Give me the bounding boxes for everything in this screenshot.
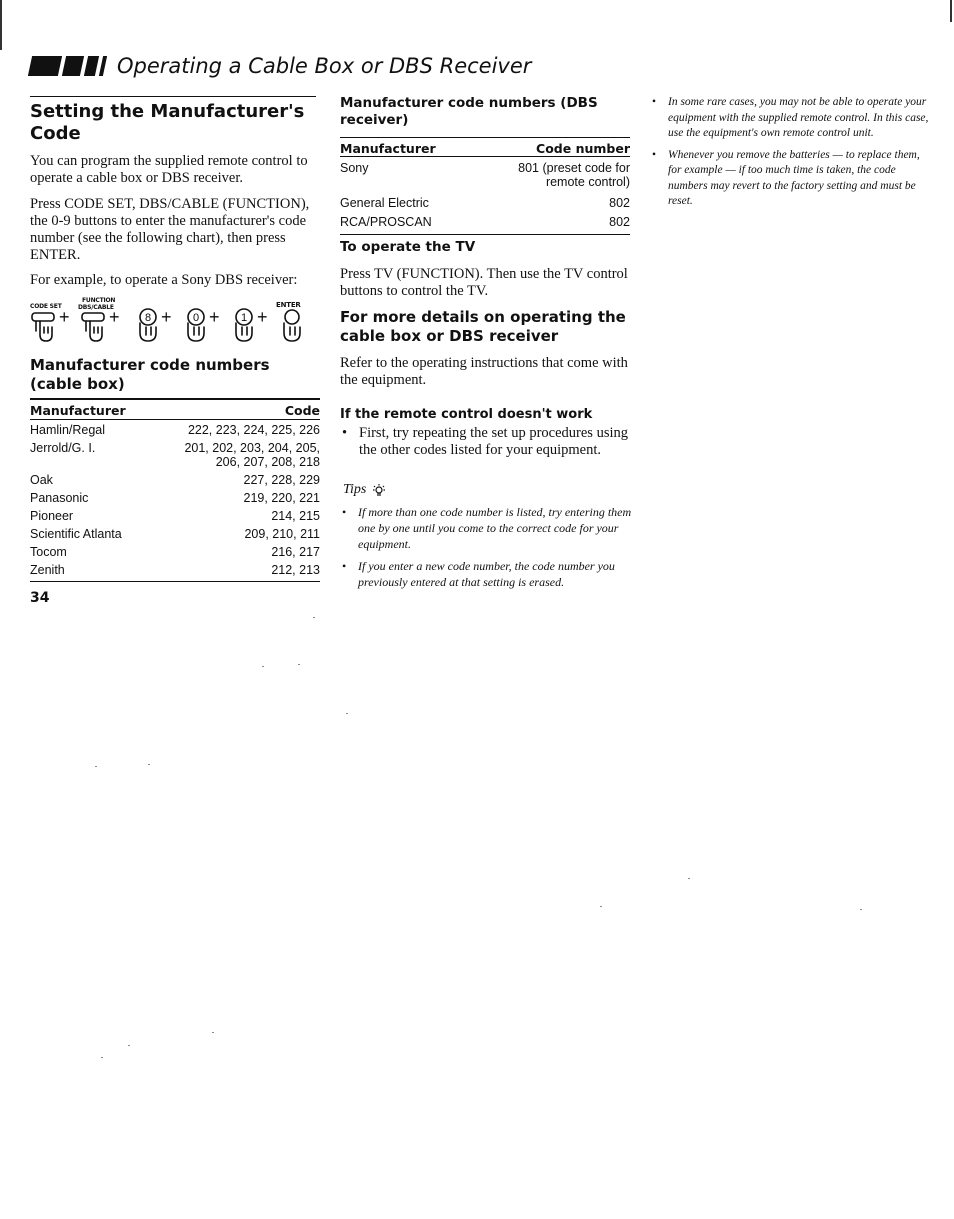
manufacturer-name: Oak xyxy=(30,473,53,487)
table-row xyxy=(340,215,630,229)
page-number: 34 xyxy=(30,590,50,606)
tips-list xyxy=(340,504,632,596)
tips-label-row xyxy=(343,482,386,498)
note-item: • Whenever you remove the batteries — to replace them, for example — if too much time is taken, the code numbers may revert to the factory setting and must be reset. xyxy=(650,148,932,210)
scan-speck xyxy=(95,766,97,767)
digit-8: 8 xyxy=(144,312,152,324)
digit-1: 1 xyxy=(240,312,248,324)
instructions-paragraph: Press CODE SET, DBS/CABLE (FUNCTION), the 0-9 buttons to enter the manufacturer's code number (see the following chart), then press ENTER. xyxy=(30,196,310,263)
scan-speck xyxy=(128,1045,130,1046)
manufacturer-name: RCA/PROSCAN xyxy=(340,215,432,229)
manufacturer-name: Jerrold/G. I. xyxy=(30,441,96,455)
scan-speck xyxy=(298,664,300,665)
trouble-item: • First, try repeating the set up procedures using the other codes listed for your equipment. xyxy=(340,425,630,459)
code-value: 212, 213 xyxy=(271,563,320,577)
table-row xyxy=(30,423,320,437)
title-bar-icon xyxy=(30,56,109,76)
lightbulb-icon xyxy=(372,483,386,497)
scan-speck xyxy=(688,878,690,879)
operate-tv-heading: To operate the TV xyxy=(340,239,476,255)
code-value: 201, 202, 203, 204, 205, 206, 207, 208, 218 xyxy=(184,441,320,469)
col-manufacturer: Manufacturer xyxy=(30,403,126,418)
tip-item: • If you enter a new code number, the code number you previously entered at that setting is erased. xyxy=(340,558,632,590)
code-value: 216, 217 xyxy=(271,545,320,559)
plus-sign: + xyxy=(209,307,220,327)
code-value: 219, 220, 221 xyxy=(243,491,320,505)
table-row xyxy=(340,196,630,210)
digit-0: 0 xyxy=(192,312,200,324)
scan-speck xyxy=(600,906,602,907)
remote-trouble-heading: If the remote control doesn't work xyxy=(340,407,593,422)
plus-sign: + xyxy=(257,307,268,327)
manufacturer-name: Zenith xyxy=(30,563,65,577)
note-item: • In some rare cases, you may not be able to operate your equipment with the supplied remote control. In this case, use the equipment's own remote control unit. xyxy=(650,95,932,142)
scan-speck xyxy=(262,666,264,667)
scan-speck xyxy=(860,909,862,910)
page-title: Operating a Cable Box or DBS Receiver xyxy=(117,54,532,78)
function-label: FUNCTION xyxy=(82,297,116,304)
code-value: 214, 215 xyxy=(271,509,320,523)
code-value: 802 xyxy=(609,215,630,229)
code-value: 222, 223, 224, 225, 226 xyxy=(187,423,320,437)
more-details-text: Refer to the operating instructions that come with the equipment. xyxy=(340,355,628,388)
tip-item: • If more than one code number is listed, try entering them one by one until you come to the correct code for your equipment. xyxy=(340,504,632,552)
intro-paragraph: You can program the supplied remote control to operate a cable box or DBS receiver. xyxy=(30,153,308,186)
col-manufacturer: Manufacturer xyxy=(340,141,436,156)
table-row xyxy=(30,441,320,469)
manufacturer-name: Pioneer xyxy=(30,509,74,523)
col-code-number: Code number xyxy=(536,141,630,156)
code-value: 209, 210, 211 xyxy=(244,527,320,541)
setting-code-heading: Setting the Manufacturer's Code xyxy=(30,101,305,144)
code-value: 801 (preset code for remote control) xyxy=(518,161,630,189)
table-row xyxy=(30,563,320,577)
section-title-row xyxy=(30,52,531,80)
enter-label: ENTER xyxy=(276,301,301,309)
cable-box-heading: Manufacturer code numbers (cable box) xyxy=(30,356,270,393)
table-row xyxy=(340,161,630,189)
table-row xyxy=(30,545,320,559)
scan-speck xyxy=(148,764,150,765)
table-bottom-rule xyxy=(30,581,320,582)
manufacturer-name: General Electric xyxy=(340,196,429,210)
button-sequence-illustration xyxy=(30,297,310,347)
table-row xyxy=(30,491,320,505)
table-header xyxy=(30,400,320,419)
col-code: Code xyxy=(284,403,320,418)
button-presses-svg xyxy=(30,297,310,347)
heading-rule xyxy=(30,96,316,97)
more-details-heading: For more details on operating the cable box or DBS receiver xyxy=(340,308,626,345)
tips-label: Tips xyxy=(343,482,367,497)
table-row xyxy=(30,473,320,487)
page-edge-mark-right xyxy=(950,0,952,22)
operate-tv-text: Press TV (FUNCTION). Then use the TV control buttons to control the TV. xyxy=(340,266,628,299)
dbs-code-table xyxy=(340,137,630,235)
example-paragraph: For example, to operate a Sony DBS receiver: xyxy=(30,272,298,288)
scan-speck xyxy=(346,713,348,714)
plus-sign: + xyxy=(161,307,172,327)
manufacturer-name: Hamlin/Regal xyxy=(30,423,106,437)
code-value: 802 xyxy=(609,196,630,210)
remote-trouble-list xyxy=(340,425,630,459)
page-edge-mark-left xyxy=(0,0,2,50)
plus-sign: + xyxy=(109,307,120,327)
manufacturer-name: Sony xyxy=(340,161,369,175)
table-bottom-rule xyxy=(340,234,630,235)
manufacturer-name: Panasonic xyxy=(30,491,89,505)
notes-list xyxy=(650,95,932,216)
table-row xyxy=(30,509,320,523)
manufacturer-name: Tocom xyxy=(30,545,67,559)
dbs-cable-label: DBS/CABLE xyxy=(78,304,114,311)
table-header xyxy=(340,138,630,156)
manufacturer-name: Scientific Atlanta xyxy=(30,527,122,541)
plus-sign: + xyxy=(59,307,70,327)
table-row xyxy=(30,527,320,541)
code-value: 227, 228, 229 xyxy=(243,473,320,487)
dbs-code-heading: Manufacturer code numbers (DBS receiver) xyxy=(340,95,598,128)
scan-speck xyxy=(212,1032,214,1033)
scan-speck xyxy=(101,1057,103,1058)
code-set-label: CODE SET xyxy=(30,303,62,310)
cable-box-code-table xyxy=(30,398,320,582)
scan-speck xyxy=(313,617,315,618)
